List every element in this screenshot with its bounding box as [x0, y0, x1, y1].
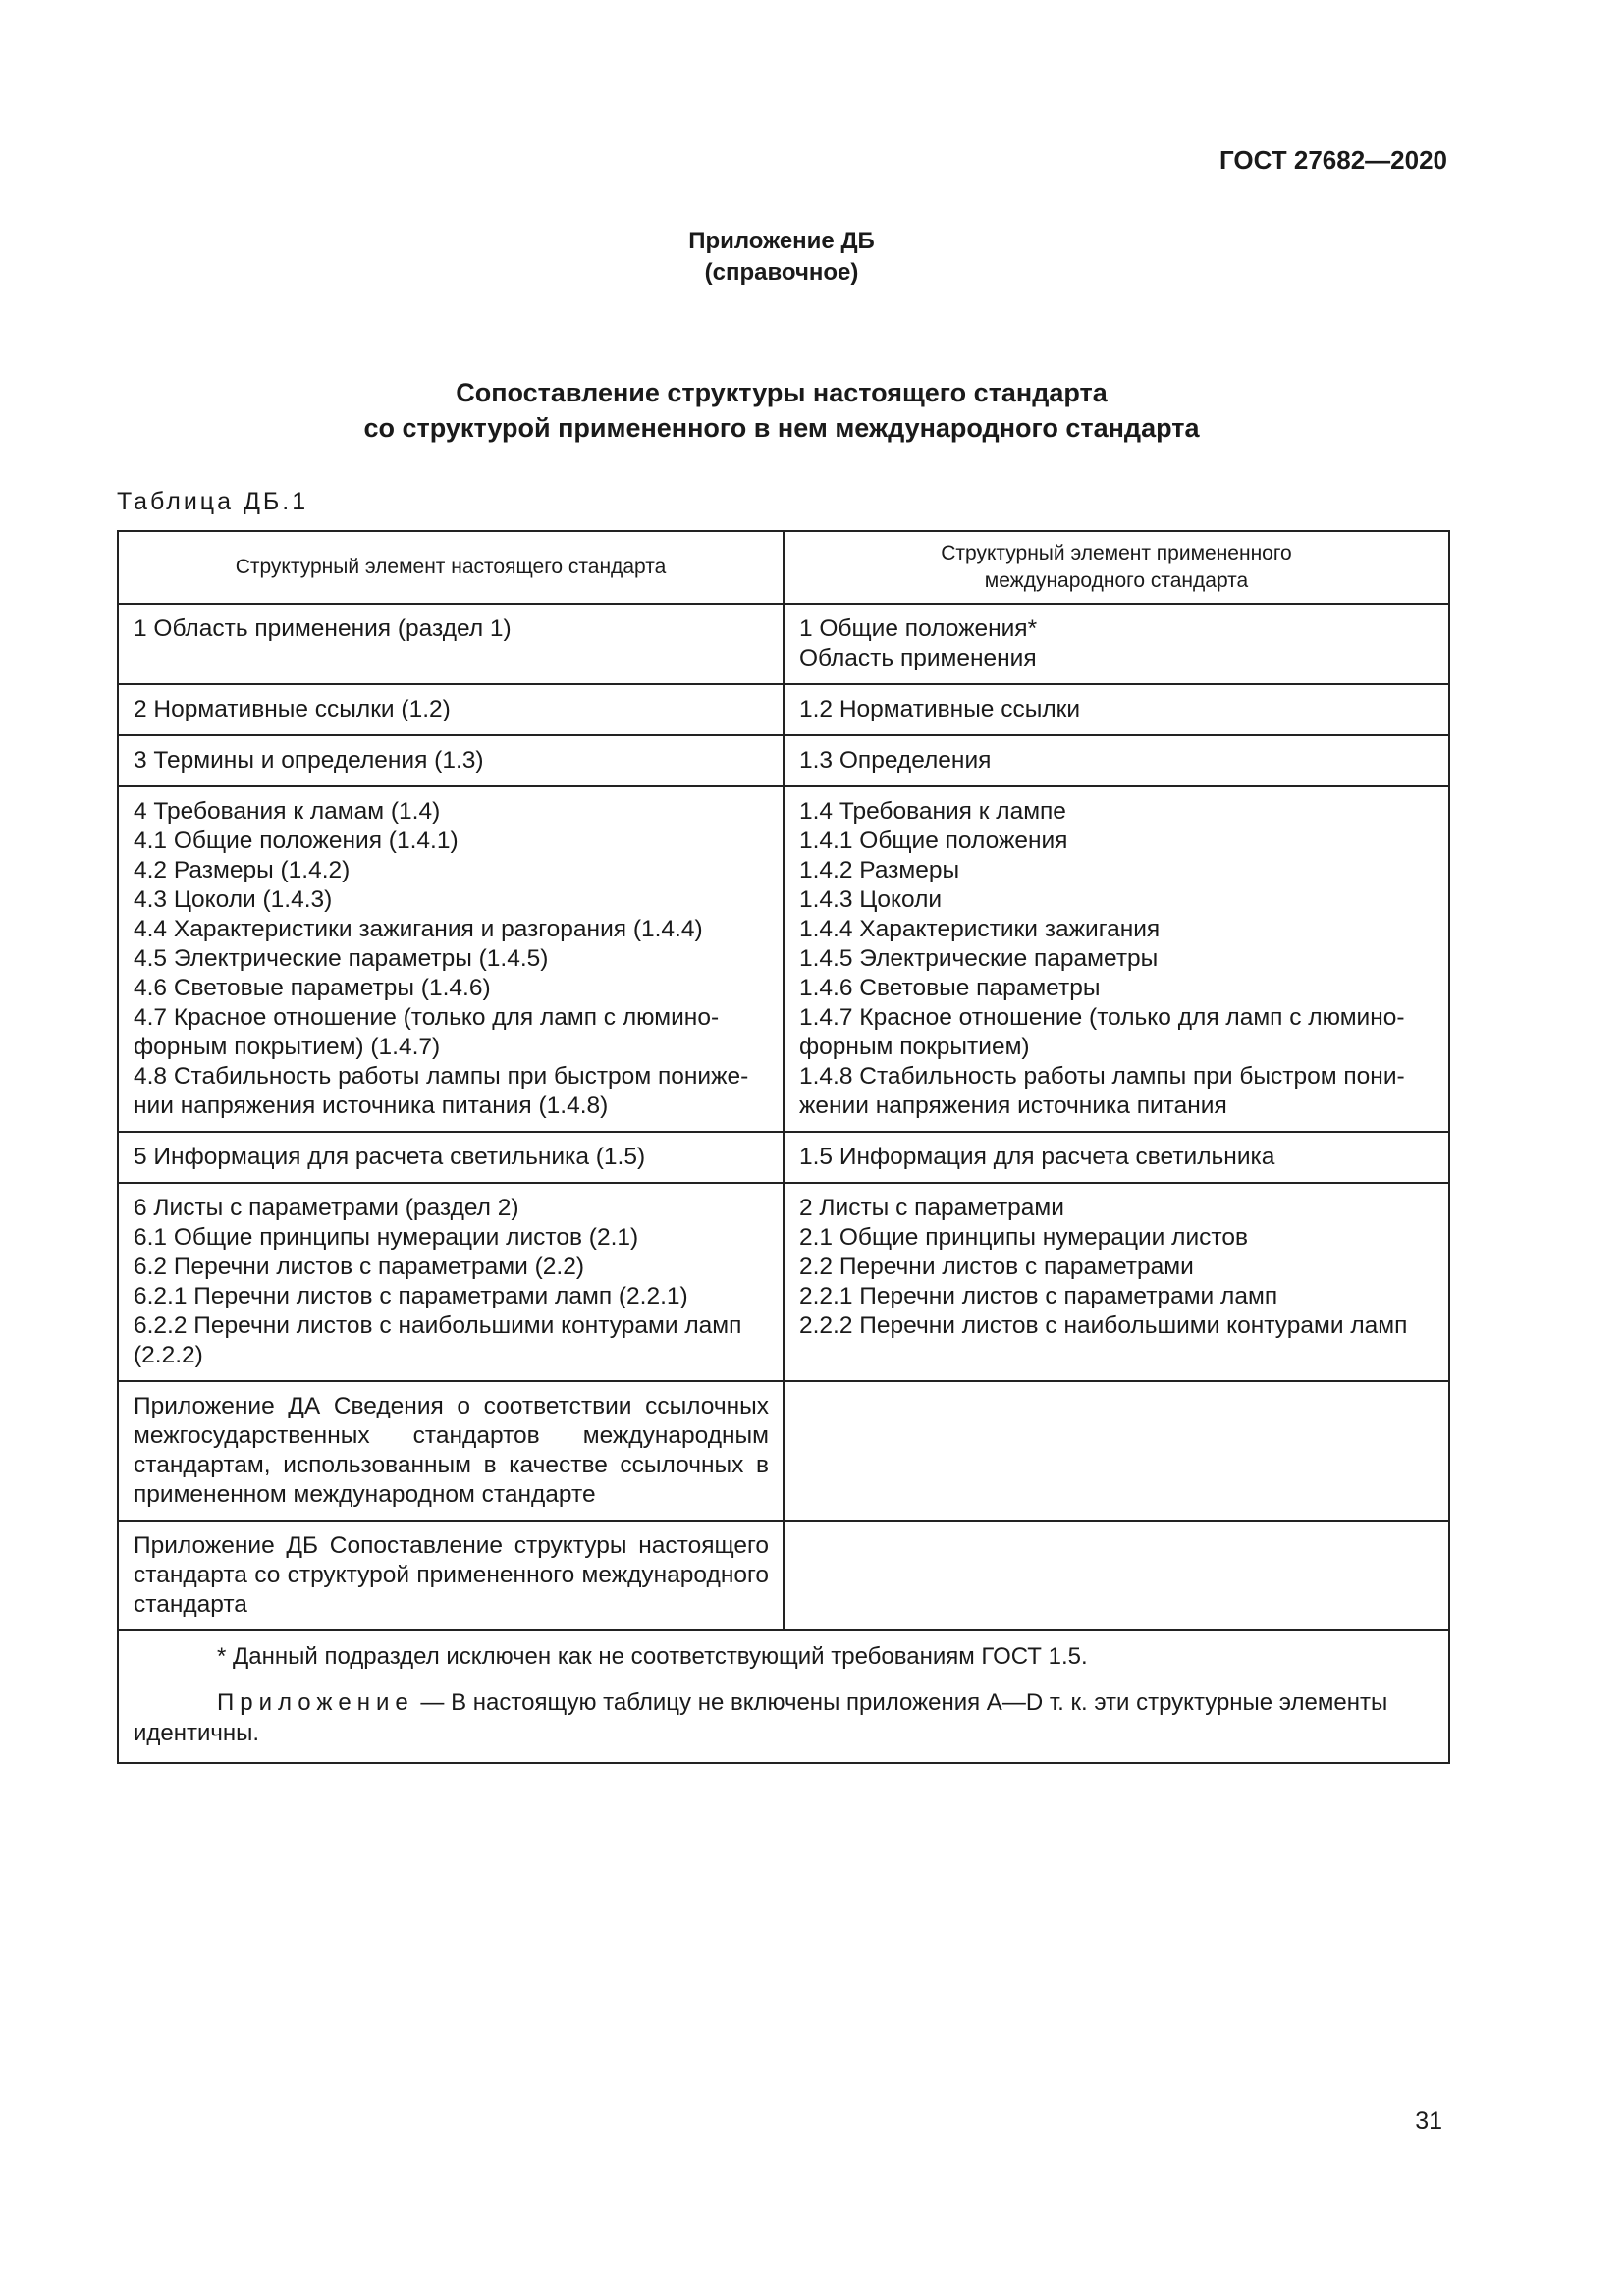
cell-line: 6.2.1 Перечни листов с параметрами ламп (2.2.1)	[134, 1283, 688, 1309]
note-text: — В настоящую таблицу не включены приложения A—D т. к. эти структурные элементы идентичны.	[134, 1689, 1388, 1746]
cell-line: 1.4.8 Стабильность работы лампы при быстром пони-	[799, 1063, 1405, 1090]
cell-right	[784, 684, 1449, 735]
cell-line: 6.1 Общие принципы нумерации листов (2.1)	[134, 1224, 639, 1251]
cell-line: 4.3 Цоколи (1.4.3)	[134, 886, 333, 913]
cell-left	[118, 604, 784, 684]
table-row	[118, 1381, 1449, 1521]
cell-line: 1.4.2 Размеры	[799, 857, 960, 883]
cell-line: 6 Листы с параметрами (раздел 2)	[134, 1195, 519, 1221]
table-row	[118, 786, 1449, 1132]
cell-left	[118, 1132, 784, 1183]
cell-line: 4.2 Размеры (1.4.2)	[134, 857, 351, 883]
annex-subtitle: (справочное)	[704, 259, 859, 286]
cell-right	[784, 786, 1449, 1132]
table-label: Таблица ДБ.1	[117, 488, 309, 515]
table-row	[118, 684, 1449, 735]
table-row	[118, 1132, 1449, 1183]
cell-right	[784, 1183, 1449, 1381]
cell-line: 1 Область применения (раздел 1)	[134, 615, 512, 642]
cell-line: 1.4.6 Световые параметры	[799, 975, 1101, 1001]
header-right-line-2: международного стандарта	[984, 569, 1249, 592]
cell-line: 2 Нормативные ссылки (1.2)	[134, 696, 451, 722]
structure-comparison-table	[117, 530, 1450, 1764]
header-right	[784, 531, 1449, 604]
table-row	[118, 1183, 1449, 1381]
table-row	[118, 735, 1449, 786]
cell-line: 4.8 Стабильность работы лампы при быстром пониже-	[134, 1063, 749, 1090]
cell-line: форным покрытием) (1.4.7)	[134, 1034, 441, 1060]
cell-left: Приложение ДА Сведения о соответствии ссылочных межгосударственных стандартов международным стандартам, использованным в качестве ссылочных в примененном международном стандарте	[118, 1381, 784, 1521]
cell-line: 2 Листы с параметрами	[799, 1195, 1064, 1221]
cell-left	[118, 684, 784, 735]
cell-line: 1.4.5 Электрические параметры	[799, 945, 1159, 972]
cell-left: Приложение ДБ Сопоставление структуры настоящего стандарта со структурой примененного международного стандарта	[118, 1521, 784, 1630]
cell-line: 1.2 Нормативные ссылки	[799, 696, 1081, 722]
table-row	[118, 604, 1449, 684]
table-notes	[118, 1630, 1449, 1763]
cell-line: 1.4.7 Красное отношение (только для ламп с люмино-	[799, 1004, 1405, 1031]
annex-heading	[0, 226, 1563, 289]
cell-line: Область применения	[799, 645, 1037, 671]
cell-line: 1.4 Требования к лампе	[799, 798, 1066, 825]
cell-line: 4.5 Электрические параметры (1.4.5)	[134, 945, 549, 972]
cell-line: 1.5 Информация для расчета светильника	[799, 1144, 1275, 1170]
cell-line: 4 Требования к ламам (1.4)	[134, 798, 441, 825]
cell-line: 2.2.2 Перечни листов с наибольшими контурами ламп	[799, 1312, 1408, 1339]
cell-left	[118, 1183, 784, 1381]
note	[134, 1687, 1435, 1748]
table-header-row	[118, 531, 1449, 604]
cell-line: 1.4.1 Общие положения	[799, 828, 1068, 854]
cell-left	[118, 786, 784, 1132]
cell-line: 1.4.4 Характеристики зажигания	[799, 916, 1161, 942]
cell-right	[784, 604, 1449, 684]
cell-line: жении напряжения источника питания	[799, 1093, 1227, 1119]
standard-code: ГОСТ 27682—2020	[1219, 145, 1447, 175]
cell-line: 6.2.2 Перечни листов с наибольшими контурами ламп	[134, 1312, 742, 1339]
table-row	[118, 1521, 1449, 1630]
cell-line: форным покрытием)	[799, 1034, 1030, 1060]
note-label: Приложение	[217, 1689, 414, 1716]
cell-line: 4.1 Общие положения (1.4.1)	[134, 828, 459, 854]
cell-left	[118, 735, 784, 786]
document-title-line-1: Сопоставление структуры настоящего стандарта	[456, 378, 1108, 407]
cell-line: 2.2 Перечни листов с параметрами	[799, 1254, 1194, 1280]
cell-right-empty	[784, 1381, 1449, 1521]
footnote: * Данный подраздел исключен как не соответствующий требованиям ГОСТ 1.5.	[217, 1643, 1088, 1670]
cell-line: 1.3 Определения	[799, 747, 992, 774]
cell-line: нии напряжения источника питания (1.4.8)	[134, 1093, 609, 1119]
cell-line: 1.4.3 Цоколи	[799, 886, 943, 913]
cell-line: 4.7 Красное отношение (только для ламп с люмино-	[134, 1004, 720, 1031]
cell-line: 3 Термины и определения (1.3)	[134, 747, 484, 774]
document-title-line-2: со структурой примененного в нем международного стандарта	[363, 413, 1200, 443]
table-notes-row	[118, 1630, 1449, 1763]
cell-line: 5 Информация для расчета светильника (1.5)	[134, 1144, 646, 1170]
cell-line: 2.1 Общие принципы нумерации листов	[799, 1224, 1248, 1251]
page-number: 31	[1415, 2108, 1442, 2135]
cell-line: 4.6 Световые параметры (1.4.6)	[134, 975, 491, 1001]
cell-line: 4.4 Характеристики зажигания и разгорания (1.4.4)	[134, 916, 703, 942]
cell-line: 6.2 Перечни листов с параметрами (2.2)	[134, 1254, 584, 1280]
header-right-line-1: Структурный элемент примененного	[941, 542, 1292, 564]
cell-line: (2.2.2)	[134, 1342, 203, 1368]
document-title	[0, 375, 1563, 446]
annex-title: Приложение ДБ	[688, 228, 875, 254]
cell-right	[784, 735, 1449, 786]
cell-right	[784, 1132, 1449, 1183]
cell-right-empty	[784, 1521, 1449, 1630]
header-left: Структурный элемент настоящего стандарта	[118, 531, 784, 604]
cell-line: 2.2.1 Перечни листов с параметрами ламп	[799, 1283, 1278, 1309]
cell-line: 1 Общие положения*	[799, 615, 1038, 642]
